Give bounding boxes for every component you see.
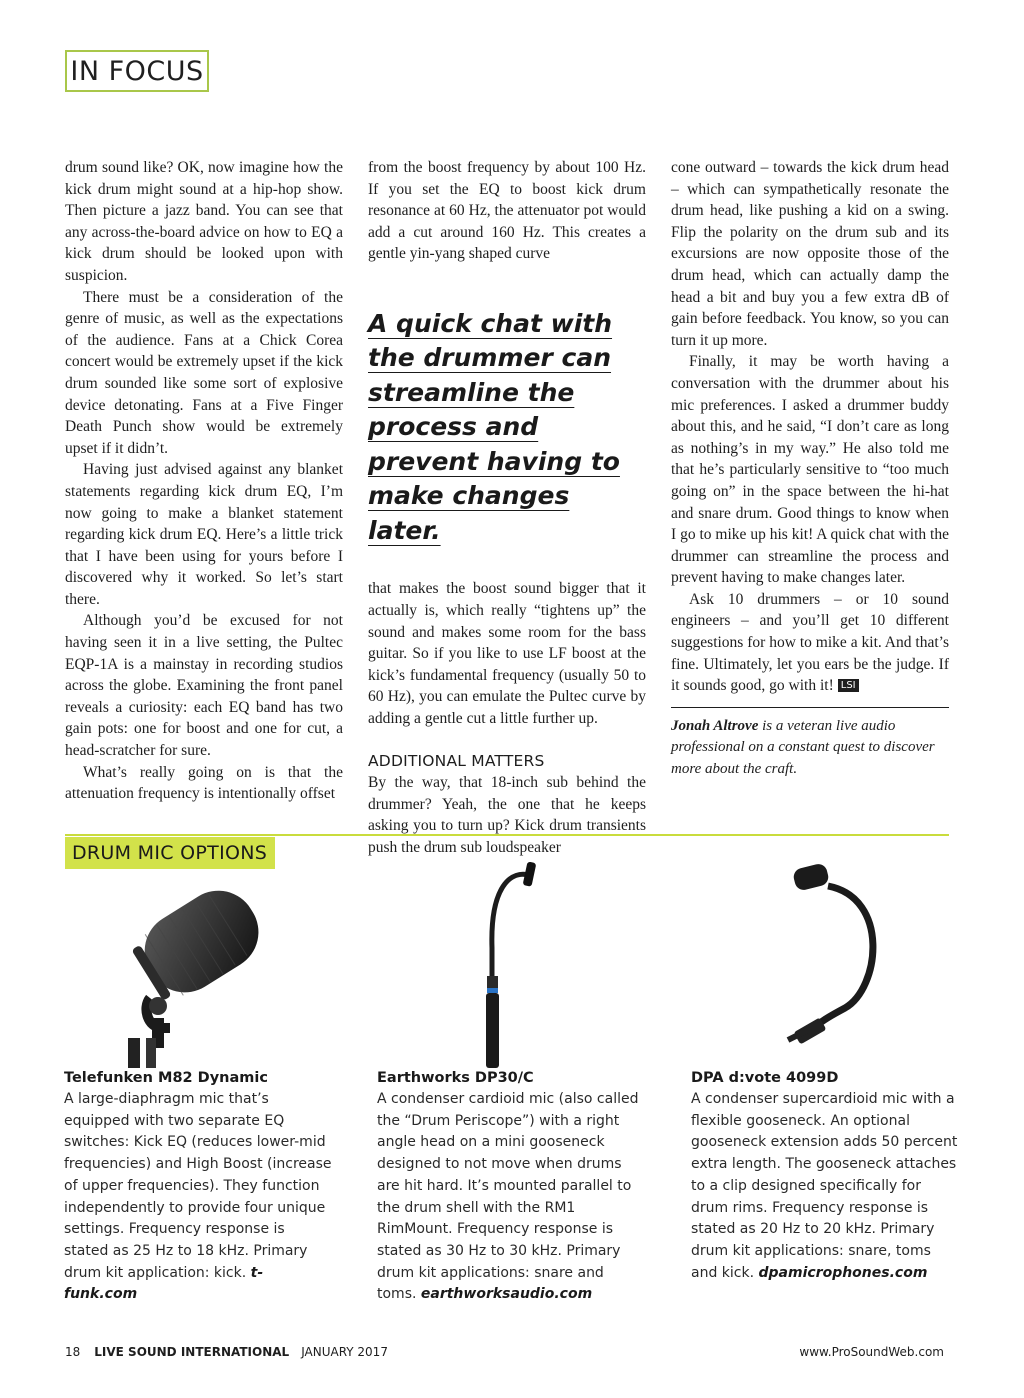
product-website-link[interactable]: dpamicrophones.com <box>758 1264 928 1281</box>
article-column-2 <box>368 157 646 859</box>
section-label-text: IN FOCUS <box>70 55 204 87</box>
product-description <box>64 1089 332 1306</box>
product-description-text: A condenser cardioid mic (also called the “Drum Periscope”) with a right angle head on a mini gooseneck designed to not move when drums are hit hard. It’s mounted parallel to the drum shell with the RM1 RimMount. Frequency response is stated as 30 Hz to 30 kHz. Primary drum kit applications: snare and toms. <box>377 1091 639 1303</box>
paragraph: cone outward – towards the kick drum head – which can sympathetically resonate the drum head, like pushing a kid on a swing. Flip the polarity on the drum sub and its excursions are now opposite those of the drum head, which can actually damp the head a bit and buy you a few extra dB of gain before feedback. You know, so you can turn it up more. <box>671 159 949 349</box>
paragraph: that makes the boost sound bigger that it actually is, which really “tightens up” the sound and makes some room for the bass guitar. So if you like to use LF boost at the kick’s fundamental frequency (usually 50 to 60 Hz), you can emulate the Pultec curve by adding a gentle cut a little further up. <box>368 580 646 728</box>
publication-name: LIVE SOUND INTERNATIONAL <box>94 1345 290 1359</box>
paragraph: There must be a consideration of the genre of music, as well as the expectations of the audience. Fans at a Chick Corea concert would be extremely upset if the kick drum sounded like some sort of explosive device detonating. Fans at a Five Finger Death Punch show would be extremely upset if it didn’t. <box>65 288 343 457</box>
product-description <box>691 1089 959 1284</box>
bio-divider <box>671 707 949 708</box>
section-label <box>65 50 209 92</box>
page-number: 18 <box>65 1345 81 1359</box>
end-mark-badge: LSI <box>838 679 859 692</box>
author-bio-text: is a veteran live audio professional on a constant quest to discover more about the craft. <box>671 717 935 778</box>
product-description-text: A condenser supercardioid mic with a flexible gooseneck. An optional gooseneck extension adds 50 percent extra length. The gooseneck attaches to a clip designed specifically for drum rims. Frequency response is stated as 20 Hz to 20 kHz. Primary drum kit applications: snare, toms and kick. <box>691 1091 958 1281</box>
product-telefunken <box>64 1067 332 1306</box>
product-website-link[interactable]: earthworksaudio.com <box>420 1286 593 1303</box>
paragraph <box>671 589 949 697</box>
options-heading <box>65 837 275 869</box>
article-column-3 <box>671 157 949 781</box>
author-name: Jonah Altrove <box>671 717 759 734</box>
product-name: DPA d:vote 4099D <box>691 1070 839 1086</box>
paragraph: What’s really going on is that the attenuation frequency is intentionally offset <box>65 763 343 803</box>
issue-date: JANUARY 2017 <box>301 1345 388 1359</box>
pull-quote-text: A quick chat with the drummer can streamline the process and prevent having to make changes later. <box>368 308 620 545</box>
paragraph: drum sound like? OK, now imagine how the kick drum might sound at a hip-hop show. Then picture a jazz band. You can see that any across-the-board advice on how to EQ a kick drum should be looked upon with suspicion. <box>65 159 343 284</box>
paragraph: Having just advised against any blanket statements regarding kick drum EQ, I’m now going to make a blanket statement regarding kick drum EQ. Here’s a little trick that I have been using for yours before I discovered why it worked. So let’s start there. <box>65 461 343 608</box>
footer-website[interactable]: www.ProSoundWeb.com <box>799 1345 944 1359</box>
options-heading-text: DRUM MIC OPTIONS <box>72 842 268 864</box>
paragraph: By the way, that 18-inch sub behind the drummer? Yeah, the one that he keeps asking you to turn up? Kick drum transients push the drum sub loudspeaker <box>368 774 646 856</box>
product-website-link[interactable]: t-funk.com <box>64 1264 264 1303</box>
product-name: Earthworks DP30/C <box>377 1070 534 1086</box>
product-dpa <box>691 1067 959 1284</box>
paragraph: Finally, it may be worth having a conversation with the drummer about his mic preferences. I asked a drummer buddy about this, and he said, “I don’t care as long as nothing’s in my way.” He also told me that he’s particularly sensitive to “too much going on” in the space between the hi-hat and snare drum. Good things to know when I go to mike up his kit! A quick chat with the drummer can streamline the process and prevent having to make changes later. <box>671 353 949 587</box>
paragraph: Although you’d be excused for not having seen it in a live setting, the Pultec EQP-1A is a mainstay in recording studios across the globe. Examining the front panel reveals a curiosity: each EQ band has two gain pots: one for boost and one for cut, a head-scratcher for sure. <box>65 612 343 760</box>
product-earthworks <box>377 1067 645 1306</box>
product-description <box>377 1089 645 1306</box>
options-divider <box>65 834 949 836</box>
author-bio <box>671 716 949 781</box>
dpa-mic-image <box>760 858 910 1053</box>
product-description-text: A large-diaphragm mic that’s equipped with two separate EQ switches: Kick EQ (reduces lower-mid frequencies) and High Boost (increase of upper frequencies). They function independently to provide four unique settings. Frequency response is stated as 25 Hz to 18 kHz. Primary drum kit application: kick. <box>64 1091 332 1281</box>
paragraph-text: Ask 10 drummers – or 10 sound engineers – and you’ll get 10 different suggestions for how to mike a kit. And that’s fine. Ultimately, let you ears be the judge. If it sounds good, go with it! <box>671 590 949 695</box>
pull-quote <box>368 307 646 549</box>
product-name: Telefunken M82 Dynamic <box>64 1070 268 1086</box>
page-footer <box>65 1345 388 1359</box>
subheading: ADDITIONAL MATTERS <box>368 751 545 770</box>
article-column-1 <box>65 157 343 805</box>
earthworks-mic-image <box>440 858 550 1068</box>
telefunken-mic-image <box>100 878 280 1068</box>
paragraph: from the boost frequency by about 100 Hz. If you set the EQ to boost kick drum resonance at 60 Hz, the attenuator pot would add a cut around 160 Hz. This creates a gentle yin-yang shaped curve <box>368 159 646 263</box>
